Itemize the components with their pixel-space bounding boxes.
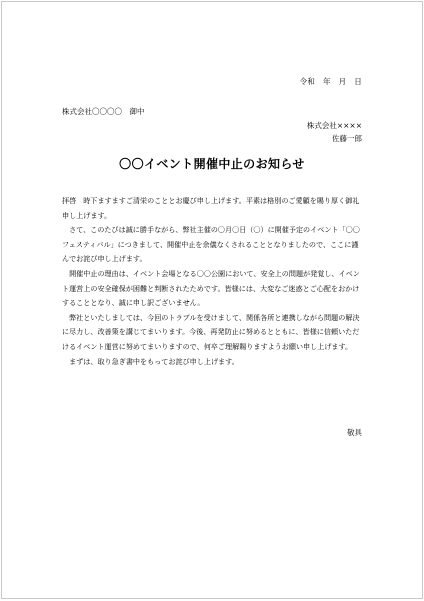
sender-name: 佐藤一郎 (332, 134, 362, 143)
paragraph-greeting: 拝啓 時下ますますご清栄のこととお慶び申し上げます。平素は格別のご愛顧を賜り厚く御礼申し上げます。 (62, 196, 360, 220)
paragraph-reason: 開催中止の理由は、イベント会場となる〇〇公園において、安全上の問題が発覚し、イベント運営上の安全確保が困難と判断されたためです。皆様には、大変なご迷惑とご心配をおかけすることとなり、誠に申し訳ございません。 (62, 268, 360, 308)
paragraph-apology: まずは、取り急ぎ書中をもってお詫び申し上げます。 (69, 356, 239, 366)
sender-block (307, 119, 362, 145)
letter-title: 〇〇イベント開催中止のお知らせ (119, 157, 305, 171)
sender-company: 株式会社×××× (306, 121, 362, 130)
closing-word: 敬具 (347, 428, 362, 437)
recipient-name: 株式会社〇〇〇〇 御中 (62, 107, 145, 116)
letter-page (1, 1, 423, 599)
paragraph-measures: 弊社といたしましては、今回のトラブルを受けまして、関係各所と連携しながら問題の解決に尽力し、改善策を講じてまいります。今後、再発防止に努めるとともに、皆様に信頼いただけるイベント運営に努めてまいりますので、何卒ご理解賜りますようお願い申し上げます。 (62, 312, 360, 351)
letter-body (62, 194, 362, 369)
letter-date: 令和 年 月 日 (299, 77, 362, 86)
paragraph-announcement: さて、このたびは誠に勝手ながら、弊社主催の〇月〇日（〇）に開催予定のイベント「〇〇フェスティバル」につきまして、開催中止を余儀なくされることとなりましたので、ここに謹んでお詫び申し上げます。 (62, 225, 360, 264)
